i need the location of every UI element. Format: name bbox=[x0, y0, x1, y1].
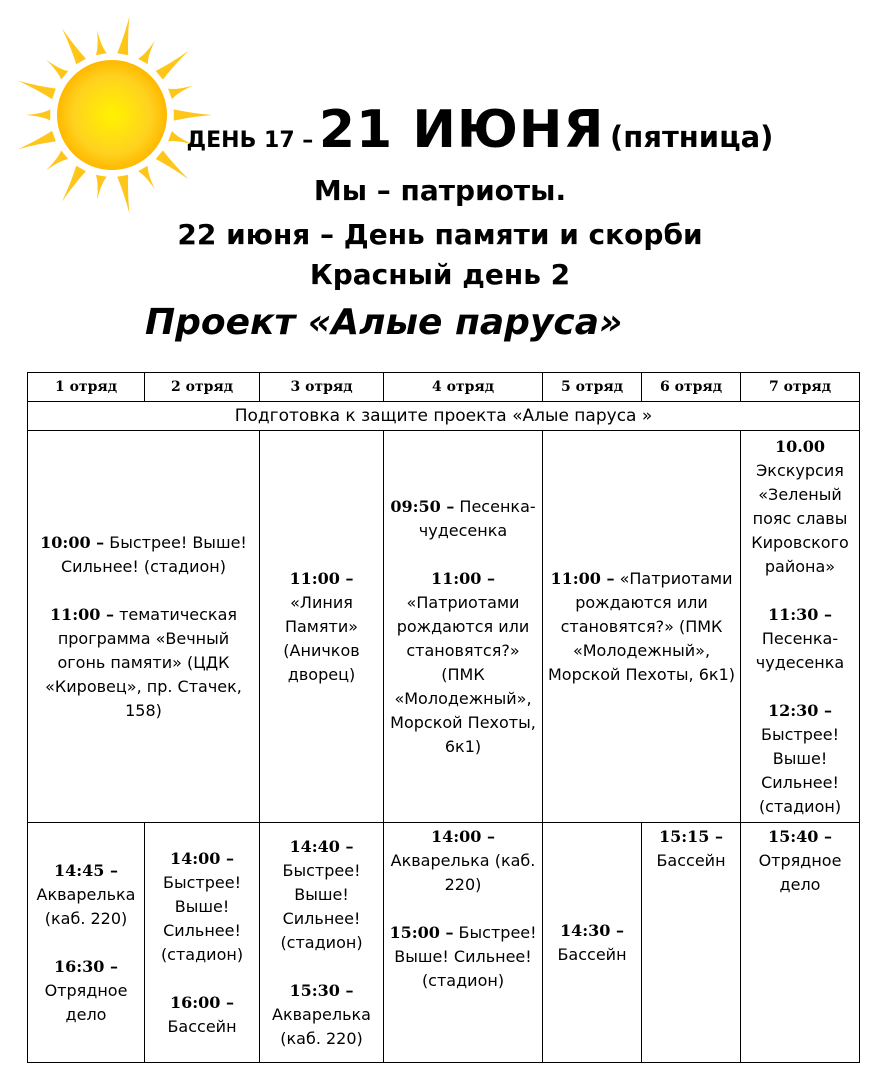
event-block bbox=[264, 835, 379, 955]
sun-ray bbox=[168, 86, 193, 100]
event-block bbox=[547, 919, 637, 967]
cell-morning-7 bbox=[741, 431, 860, 823]
event-block bbox=[149, 847, 255, 967]
day-label: ДЕНЬ 17 – bbox=[186, 128, 314, 153]
event-text: Бассейн bbox=[167, 1016, 237, 1036]
theme-title: Мы – патриоты. bbox=[313, 174, 567, 207]
event-block bbox=[264, 979, 379, 1051]
sun-ray bbox=[18, 81, 56, 99]
event-time: 14:00 – bbox=[169, 848, 234, 868]
event-block bbox=[32, 603, 255, 723]
date: 21 ИЮНЯ bbox=[318, 100, 605, 160]
event-text: Экскурсия «Зеленый пояс славы Кировского района» bbox=[751, 460, 849, 576]
event-block bbox=[32, 531, 255, 579]
event-block bbox=[745, 435, 855, 579]
header-row bbox=[28, 373, 860, 402]
event-text: Быстрее! Выше! Сильнее! (стадион) bbox=[61, 532, 247, 576]
event-time: 15:30 – bbox=[289, 980, 354, 1000]
event-time: 09:50 – bbox=[390, 496, 455, 516]
event-block bbox=[646, 825, 736, 873]
cell-morning-4 bbox=[384, 431, 543, 823]
event-time: 14:30 – bbox=[559, 920, 624, 940]
event-block bbox=[388, 825, 538, 897]
sun-ray bbox=[156, 51, 189, 80]
event-time: 10.00 bbox=[774, 436, 826, 456]
sun-ray bbox=[18, 131, 56, 149]
prep-row bbox=[28, 402, 860, 431]
event-block bbox=[32, 859, 140, 931]
event-block bbox=[388, 495, 538, 543]
red-day-title: Красный день 2 bbox=[309, 258, 571, 291]
prep-cell: Подготовка к защите проекта «Алые паруса » bbox=[28, 402, 860, 431]
event-block bbox=[547, 567, 736, 687]
sun-ray bbox=[62, 28, 86, 64]
sun-ray bbox=[117, 17, 129, 56]
morning-row bbox=[28, 431, 860, 823]
event-time: 14:40 – bbox=[289, 836, 354, 856]
event-block bbox=[264, 567, 379, 687]
col-header: 7 отряд bbox=[741, 373, 860, 402]
cell-morning-1-2 bbox=[28, 431, 260, 823]
event-time: 14:45 – bbox=[53, 860, 118, 880]
cell-afternoon-3 bbox=[260, 823, 384, 1063]
col-header: 3 отряд bbox=[260, 373, 384, 402]
cell-afternoon-4 bbox=[384, 823, 543, 1063]
event-time: 14:00 – bbox=[430, 827, 495, 846]
memorial-title: 22 июня – День памяти и скорби bbox=[177, 218, 703, 251]
date-heading bbox=[100, 100, 860, 160]
event-text: Быстрее! Выше! Сильнее! (стадион) bbox=[758, 724, 842, 816]
event-text: «Линия Памяти» (Аничков дворец) bbox=[283, 592, 360, 684]
sun-ray bbox=[138, 41, 155, 65]
cell-afternoon-2 bbox=[145, 823, 260, 1063]
event-block bbox=[388, 567, 538, 759]
cell-afternoon-1 bbox=[28, 823, 145, 1063]
sun-ray bbox=[46, 150, 68, 170]
col-header: 1 отряд bbox=[28, 373, 145, 402]
event-text: тематическая программа «Вечный огонь памяти» (ЦДК «Кировец», пр. Стачек, 158) bbox=[45, 604, 242, 720]
project-title: Проект «Алые паруса» bbox=[145, 302, 623, 343]
event-time: 11:00 – bbox=[289, 568, 354, 588]
event-time: 16:00 – bbox=[169, 992, 234, 1012]
event-block bbox=[745, 603, 855, 675]
event-text: Быстрее! Выше! Сильнее! (стадион) bbox=[280, 860, 363, 952]
col-header: 2 отряд bbox=[145, 373, 260, 402]
col-header: 5 отряд bbox=[543, 373, 642, 402]
event-block bbox=[745, 825, 855, 897]
event-time: 16:30 – bbox=[53, 956, 118, 976]
event-text: Песенка-чудесенка bbox=[418, 496, 536, 540]
event-text: «Патриотами рождаются или становятся?» (ПМК «Молодежный», Морской Пехоты, 6к1) bbox=[547, 568, 735, 684]
event-time: 15:00 – bbox=[389, 923, 454, 942]
event-text: Песенка-чудесенка bbox=[755, 628, 845, 672]
sun-ray bbox=[96, 30, 107, 55]
schedule-table bbox=[27, 372, 860, 1063]
event-text: Отрядное дело bbox=[758, 851, 842, 894]
event-time: 15:15 – bbox=[658, 827, 723, 846]
event-block bbox=[745, 699, 855, 819]
weekday: (пятница) bbox=[610, 120, 774, 154]
sun-ray bbox=[46, 60, 68, 80]
event-time: 12:30 – bbox=[767, 700, 832, 720]
event-block bbox=[32, 955, 140, 1027]
sun-ray bbox=[26, 109, 50, 120]
afternoon-row bbox=[28, 823, 860, 1063]
event-text: Бассейн bbox=[557, 944, 627, 964]
event-time: 10:00 – bbox=[40, 532, 105, 552]
event-time: 11:30 – bbox=[767, 604, 832, 624]
cell-afternoon-7 bbox=[741, 823, 860, 1063]
event-text: Акварелька (каб. 220) bbox=[36, 884, 136, 928]
cell-morning-5-6 bbox=[543, 431, 741, 823]
event-block bbox=[388, 921, 538, 993]
event-text: Быстрее! Выше! Сильнее! (стадион) bbox=[394, 923, 537, 990]
event-time: 15:40 – bbox=[767, 827, 832, 846]
event-time: 11:00 – bbox=[49, 604, 114, 624]
event-text: Акварелька (каб. 220) bbox=[272, 1004, 371, 1048]
event-text: Акварелька (каб. 220) bbox=[390, 851, 536, 894]
cell-morning-3 bbox=[260, 431, 384, 823]
cell-afternoon-5 bbox=[543, 823, 642, 1063]
col-header: 4 отряд bbox=[384, 373, 543, 402]
event-text: «Патриотами рождаются или становятся?» (ПМК «Молодежный», Морской Пехоты, 6к1) bbox=[390, 592, 536, 756]
event-time: 11:00 – bbox=[550, 568, 615, 588]
event-text: Быстрее! Выше! Сильнее! (стадион) bbox=[160, 872, 244, 964]
event-text: Отрядное дело bbox=[44, 980, 128, 1024]
event-time: 11:00 – bbox=[430, 568, 495, 588]
col-header: 6 отряд bbox=[642, 373, 741, 402]
event-block bbox=[149, 991, 255, 1039]
cell-afternoon-6 bbox=[642, 823, 741, 1063]
event-text: Бассейн bbox=[656, 851, 726, 870]
